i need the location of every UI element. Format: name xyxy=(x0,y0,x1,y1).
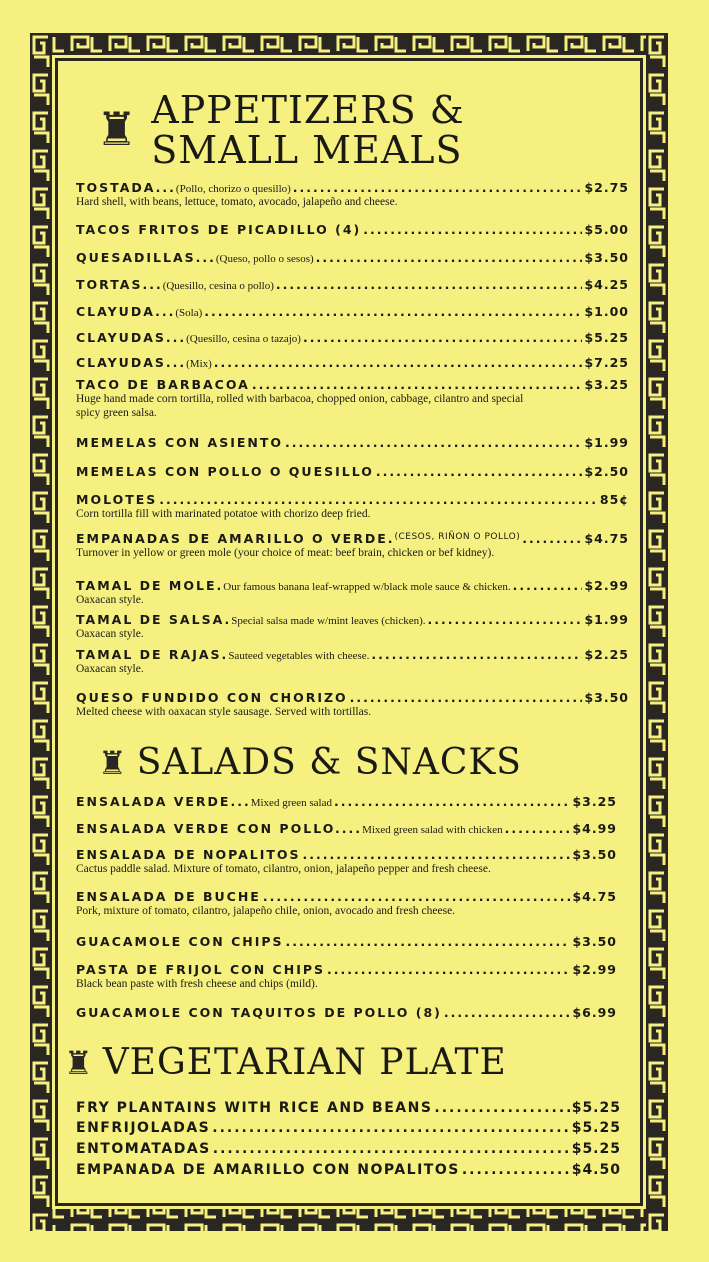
dot-leader xyxy=(513,578,583,593)
menu-item-note: (Pollo, chorizo o quesillo) xyxy=(175,183,291,195)
menu-item xyxy=(76,962,617,991)
salads-title: SALADS & SNACKS xyxy=(136,742,522,783)
menu-item-description: Pork, mixture of tomato, cilantro, jalapeño chile, onion, avocado and fresh cheese. xyxy=(76,905,456,917)
menu-item-price: $2.25 xyxy=(584,647,629,662)
menu-item xyxy=(76,847,617,876)
menu-item-price: $2.75 xyxy=(584,180,629,195)
menu-item xyxy=(76,889,617,918)
menu-item-price: $3.25 xyxy=(584,377,629,392)
menu-item-name: CLAYUDA... xyxy=(76,304,176,319)
menu-item-name: ENSALADA DE BUCHE xyxy=(76,889,261,904)
dot-leader xyxy=(505,821,571,836)
menu-item xyxy=(76,435,629,450)
menu-item-price: $2.99 xyxy=(584,578,629,593)
menu-item-description: Huge hand made corn tortilla, rolled with barbacoa, chopped onion, cabbage, cilantro and special spicy green salsa. xyxy=(76,393,524,419)
menu-item-name: MEMELAS CON ASIENTO xyxy=(76,435,284,450)
menu-item-name: CLAYUDAS... xyxy=(76,355,187,370)
menu-item-name: ENFRIJOLADAS xyxy=(76,1120,211,1136)
menu-item-price: $4.25 xyxy=(584,277,629,292)
menu-item xyxy=(76,277,629,292)
menu-item xyxy=(76,794,617,809)
dot-leader xyxy=(263,889,571,904)
aztec-figure-icon: ♜ xyxy=(96,104,138,155)
appetizers-header xyxy=(96,90,465,170)
menu-item xyxy=(76,222,629,237)
menu-item-name: TAMAL DE RAJAS. xyxy=(76,647,229,662)
dot-leader xyxy=(334,794,570,809)
menu-item-name: ENSALADA VERDE... xyxy=(76,794,251,809)
menu-item-name: ENSALADA VERDE CON POLLO.... xyxy=(76,821,363,836)
menu-item-price: $1.00 xyxy=(584,304,629,319)
menu-item xyxy=(76,464,629,479)
menu-item-name: CLAYUDAS... xyxy=(76,330,187,345)
menu-item-note: Our famous banana leaf-wrapped w/black mole sauce & chicken. xyxy=(223,581,511,593)
dot-leader xyxy=(285,435,582,450)
dot-leader xyxy=(327,962,570,977)
menu-item-name: GUACAMOLE CON CHIPS xyxy=(76,934,284,949)
menu-item xyxy=(76,1141,621,1157)
menu-item-price: $6.99 xyxy=(572,1005,617,1020)
menu-item-name: TACOS FRITOS DE PICADILLO (4) xyxy=(76,222,362,237)
menu-item-price: $5.25 xyxy=(571,1100,621,1116)
menu-item-price: $3.50 xyxy=(584,250,629,265)
menu-item-name: EMPANADA DE AMARILLO CON NOPALITOS xyxy=(76,1162,460,1178)
dot-leader xyxy=(434,1100,569,1116)
menu-item-name: ENTOMATADAS xyxy=(76,1141,211,1157)
menu-item-price: $1.99 xyxy=(584,612,629,627)
dot-leader xyxy=(376,464,583,479)
menu-item-description: Oaxacan style. xyxy=(76,594,144,606)
menu-item-description: Hard shell, with beans, lettuce, tomato, avocado, jalapeño and cheese. xyxy=(76,196,398,208)
menu-item-name: ENSALADA DE NOPALITOS xyxy=(76,847,301,862)
dot-leader xyxy=(252,377,583,392)
salads-header xyxy=(98,742,522,783)
menu-item-name: PASTA DE FRIJOL CON CHIPS xyxy=(76,962,326,977)
vegetarian-header xyxy=(64,1042,507,1083)
dot-leader xyxy=(350,690,583,705)
menu-item-name: GUACAMOLE CON TAQUITOS DE POLLO (8) xyxy=(76,1005,442,1020)
menu-item-price: $4.75 xyxy=(584,531,629,546)
menu-item xyxy=(76,821,617,836)
dot-leader xyxy=(286,934,571,949)
dot-leader xyxy=(212,1120,569,1136)
menu-item-note: (Quesillo, cesina o tazajo) xyxy=(186,333,301,345)
menu-item-note: Mixed green salad with chicken xyxy=(362,824,503,836)
menu-item-name: TORTAS... xyxy=(76,277,163,292)
menu-item-name: TAMAL DE SALSA. xyxy=(76,612,232,627)
menu-item-name: TACO DE BARBACOA xyxy=(76,377,250,392)
appetizers-title-line1: APPETIZERS & xyxy=(151,88,465,132)
menu-item-price: $5.00 xyxy=(584,222,629,237)
menu-item-note: Special salsa made w/mint leaves (chicken). xyxy=(231,615,426,627)
menu-item-note: (Mix) xyxy=(186,358,212,370)
menu-item-price: $4.99 xyxy=(572,821,617,836)
dot-leader xyxy=(293,180,583,195)
dot-leader xyxy=(444,1005,571,1020)
menu-item-name: TAMAL DE MOLE. xyxy=(76,578,224,593)
menu-item-note: Sauteed vegetables with cheese. xyxy=(228,650,370,662)
menu-item xyxy=(76,1162,621,1178)
menu-item-note: (Quesillo, cesina o pollo) xyxy=(162,280,274,292)
aztec-figure-icon: ♜ xyxy=(64,1044,93,1081)
menu-item-price: $2.99 xyxy=(572,962,617,977)
menu-item-price: $1.99 xyxy=(584,435,629,450)
menu-item-description: Turnover in yellow or green mole (your choice of meat: beef brain, chicken or bef kidney). xyxy=(76,547,495,559)
dot-leader xyxy=(159,492,598,507)
menu-item xyxy=(76,492,629,521)
menu-item xyxy=(76,1120,621,1136)
dot-leader xyxy=(204,304,582,319)
menu-item xyxy=(76,250,629,265)
menu-item-description: Melted cheese with oaxacan style sausage. Served with tortillas. xyxy=(76,706,372,718)
menu-item-price: $4.75 xyxy=(572,889,617,904)
menu-item-note: (Sola) xyxy=(175,307,203,319)
menu-item xyxy=(76,690,629,719)
menu-item-price: $5.25 xyxy=(571,1120,621,1136)
menu-item xyxy=(76,647,629,676)
dot-leader xyxy=(522,531,582,546)
menu-item-description: Black bean paste with fresh cheese and chips (mild). xyxy=(76,978,318,990)
dot-leader xyxy=(462,1162,570,1178)
menu-item-price: $3.50 xyxy=(584,690,629,705)
menu-item-price: $5.25 xyxy=(571,1141,621,1157)
vegetarian-title: VEGETARIAN PLATE xyxy=(102,1042,507,1083)
menu-item xyxy=(76,578,629,607)
menu-item-name: QUESADILLAS... xyxy=(76,250,216,265)
dot-leader xyxy=(303,847,571,862)
menu-item xyxy=(76,531,629,560)
dot-leader xyxy=(276,277,583,292)
menu-item-name: QUESO FUNDIDO CON CHORIZO xyxy=(76,690,348,705)
menu-item-description: Corn tortilla fill with marinated potatoe with chorizo deep fried. xyxy=(76,508,371,520)
dot-leader xyxy=(371,647,582,662)
menu-item xyxy=(76,934,617,949)
dot-leader xyxy=(303,330,582,345)
menu-item xyxy=(76,180,629,209)
menu-item-price: $4.50 xyxy=(571,1162,621,1178)
dot-leader xyxy=(316,250,583,265)
appetizers-title-line2: SMALL MEALS xyxy=(151,128,463,172)
menu-item xyxy=(76,330,629,345)
menu-item-description: Oaxacan style. xyxy=(76,663,144,675)
menu-item-price: $5.25 xyxy=(584,330,629,345)
menu-item xyxy=(76,612,629,641)
menu-item-price: $2.50 xyxy=(584,464,629,479)
menu-item-name: MOLOTES xyxy=(76,492,158,507)
menu-item-note: (CESOS, RIÑON O POLLO) xyxy=(394,532,521,542)
menu-item xyxy=(76,377,629,420)
menu-item-note: (Queso, pollo o sesos) xyxy=(215,253,314,265)
menu-item-name: EMPANADAS DE AMARILLO O VERDE. xyxy=(76,531,395,546)
menu-item-description: Cactus paddle salad. Mixture of tomato, cilantro, onion, jalapeño pepper and fresh cheese. xyxy=(76,863,491,875)
menu-item-price: $3.50 xyxy=(572,934,617,949)
dot-leader xyxy=(363,222,582,237)
menu-item-description: Oaxacan style. xyxy=(76,628,144,640)
menu-item-price: $3.50 xyxy=(572,847,617,862)
menu-item-price: $3.25 xyxy=(572,794,617,809)
menu-item-name: FRY PLANTAINS WITH RICE AND BEANS xyxy=(76,1100,433,1116)
menu-item xyxy=(76,1100,621,1116)
dot-leader xyxy=(428,612,583,627)
menu-item xyxy=(76,1005,617,1020)
dot-leader xyxy=(213,1141,570,1157)
menu-item xyxy=(76,304,629,319)
menu-item-name: TOSTADA... xyxy=(76,180,176,195)
dot-leader xyxy=(214,355,583,370)
menu-item xyxy=(76,355,629,370)
aztec-figure-icon: ♜ xyxy=(98,744,127,781)
menu-item-price: 85¢ xyxy=(599,492,629,507)
menu-item-price: $7.25 xyxy=(584,355,629,370)
menu-item-note: Mixed green salad xyxy=(250,797,332,809)
menu-item-name: MEMELAS CON POLLO O QUESILLO xyxy=(76,464,374,479)
